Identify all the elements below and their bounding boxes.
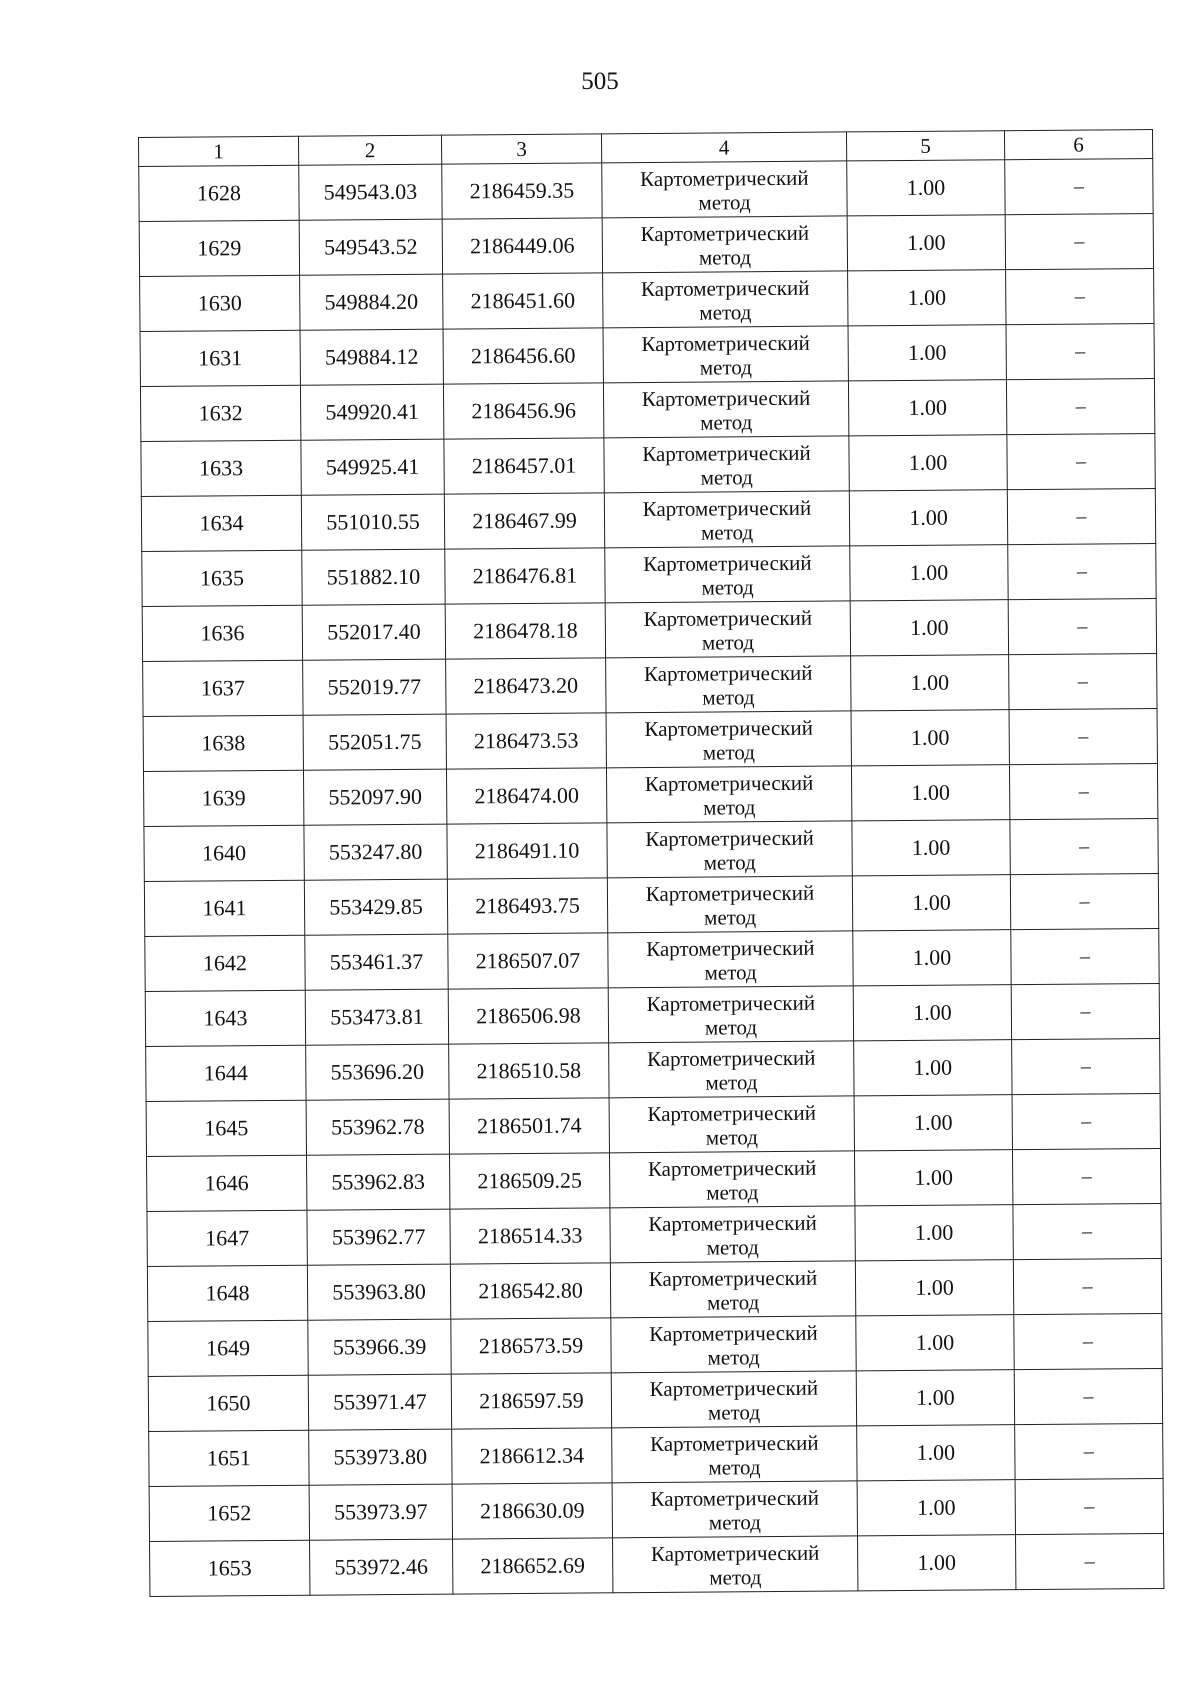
method-cell xyxy=(608,931,853,988)
point-number-cell: 1653 xyxy=(150,1540,310,1596)
method-label-line1: Картометрический xyxy=(649,1430,819,1456)
x-coordinate-cell: 553247.80 xyxy=(304,824,447,880)
x-coordinate-cell: 553429.85 xyxy=(304,879,447,935)
method-label-line1: Картометрический xyxy=(645,825,814,851)
x-coordinate-cell: 549925.41 xyxy=(301,439,444,495)
table-row xyxy=(150,1533,1164,1596)
point-number-cell: 1634 xyxy=(141,495,301,551)
coordinates-table xyxy=(138,129,1164,1597)
method-cell xyxy=(607,821,852,878)
note-cell: – xyxy=(1006,324,1154,380)
x-coordinate-cell: 553461.37 xyxy=(305,934,448,990)
method-label-line1: Картометрический xyxy=(643,660,813,686)
point-number-cell: 1645 xyxy=(146,1100,306,1156)
y-coordinate-cell: 2186473.20 xyxy=(446,658,606,714)
y-coordinate-cell: 2186451.60 xyxy=(443,273,603,329)
note-cell: – xyxy=(1011,929,1159,985)
y-coordinate-cell: 2186467.99 xyxy=(444,493,604,549)
accuracy-cell: 1.00 xyxy=(854,1040,1012,1096)
method-label-line2: метод xyxy=(698,244,752,270)
method-label-line1: Картометрический xyxy=(641,330,810,356)
method-label-line1: Картометрический xyxy=(644,715,813,741)
x-coordinate-cell: 553962.78 xyxy=(306,1099,449,1155)
note-cell: – xyxy=(1012,1039,1160,1095)
x-coordinate-cell: 553473.81 xyxy=(305,989,448,1045)
point-number-cell: 1633 xyxy=(141,440,301,496)
note-cell: – xyxy=(1006,379,1154,435)
table-row xyxy=(147,1149,1161,1212)
y-coordinate-cell: 2186473.53 xyxy=(446,713,606,769)
accuracy-cell: 1.00 xyxy=(857,1425,1015,1481)
note-cell: – xyxy=(1012,1094,1160,1150)
y-coordinate-cell: 2186501.74 xyxy=(449,1098,609,1154)
point-number-cell: 1651 xyxy=(149,1430,309,1486)
method-label-line2: метод xyxy=(702,739,755,765)
accuracy-cell: 1.00 xyxy=(853,985,1011,1041)
point-number-cell: 1639 xyxy=(143,770,303,826)
method-label-line1: Картометрический xyxy=(640,220,810,246)
table-row xyxy=(142,599,1156,662)
y-coordinate-cell: 2186457.01 xyxy=(444,438,604,494)
table-row xyxy=(148,1313,1162,1376)
table-row xyxy=(140,269,1154,332)
accuracy-cell: 1.00 xyxy=(856,1315,1014,1371)
accuracy-cell: 1.00 xyxy=(849,435,1007,491)
method-label-line1: Картометрический xyxy=(649,1320,818,1346)
method-cell xyxy=(604,491,849,548)
x-coordinate-cell: 549543.03 xyxy=(299,164,442,220)
table-row xyxy=(142,544,1156,607)
point-number-cell: 1632 xyxy=(140,385,300,441)
method-label-line2: метод xyxy=(699,299,752,325)
note-cell: – xyxy=(1013,1203,1161,1259)
point-number-cell: 1646 xyxy=(147,1155,307,1211)
method-label-line2: метод xyxy=(703,794,756,820)
x-coordinate-cell: 551010.55 xyxy=(301,494,444,550)
method-cell xyxy=(611,1316,856,1373)
accuracy-cell: 1.00 xyxy=(848,380,1006,436)
method-cell xyxy=(610,1261,855,1318)
method-label-line1: Картометрический xyxy=(641,385,811,411)
point-number-cell: 1631 xyxy=(140,330,300,386)
method-cell xyxy=(606,656,851,713)
table-row xyxy=(141,434,1155,497)
y-coordinate-cell: 2186449.06 xyxy=(442,218,602,274)
method-cell xyxy=(613,1536,858,1593)
table-row xyxy=(149,1478,1163,1541)
point-number-cell: 1628 xyxy=(139,165,299,221)
y-coordinate-cell: 2186456.60 xyxy=(443,328,603,384)
note-cell: – xyxy=(1012,1149,1160,1205)
method-label-line2: метод xyxy=(705,1069,758,1095)
note-cell: – xyxy=(1010,874,1158,930)
x-coordinate-cell: 549884.12 xyxy=(300,329,443,385)
method-label-line1: Картометрический xyxy=(648,1210,817,1236)
point-number-cell: 1644 xyxy=(146,1045,306,1101)
table-row xyxy=(147,1203,1161,1266)
method-label-line2: метод xyxy=(704,959,757,985)
method-label-line2: метод xyxy=(707,1289,760,1315)
accuracy-cell: 1.00 xyxy=(847,160,1005,216)
point-number-cell: 1648 xyxy=(147,1265,307,1321)
note-cell: – xyxy=(1009,654,1157,710)
y-coordinate-cell: 2186506.98 xyxy=(448,988,608,1044)
method-label-line2: метод xyxy=(703,849,756,875)
x-coordinate-cell: 552097.90 xyxy=(303,769,446,825)
method-label-line2: метод xyxy=(702,684,755,710)
method-label-line1: Картометрический xyxy=(650,1485,820,1511)
x-coordinate-cell: 552017.40 xyxy=(302,604,445,660)
method-label-line1: Картометрический xyxy=(646,1045,816,1071)
y-coordinate-cell: 2186459.35 xyxy=(442,163,602,219)
y-coordinate-cell: 2186510.58 xyxy=(449,1043,609,1099)
method-label-line1: Картометрический xyxy=(648,1265,818,1291)
table-row xyxy=(141,489,1155,552)
accuracy-cell: 1.00 xyxy=(852,875,1010,931)
table-row xyxy=(140,324,1154,387)
method-label-line1: Картометрический xyxy=(647,1100,817,1126)
method-label-line2: метод xyxy=(701,574,754,600)
coordinates-table-container xyxy=(138,129,1164,1597)
table-row xyxy=(139,214,1153,277)
method-label-line1: Картометрический xyxy=(643,605,813,631)
table-row xyxy=(139,159,1153,222)
method-label-line2: метод xyxy=(708,1509,762,1535)
note-cell: – xyxy=(1011,984,1159,1040)
note-cell: – xyxy=(1014,1368,1162,1424)
point-number-cell: 1637 xyxy=(143,660,303,716)
accuracy-cell: 1.00 xyxy=(848,325,1006,381)
note-cell: – xyxy=(1006,269,1154,325)
point-number-cell: 1635 xyxy=(142,550,302,606)
x-coordinate-cell: 551882.10 xyxy=(302,549,445,605)
note-cell: – xyxy=(1013,1258,1161,1314)
point-number-cell: 1649 xyxy=(148,1320,308,1376)
note-cell: – xyxy=(1005,214,1153,270)
accuracy-cell: 1.00 xyxy=(855,1260,1013,1316)
accuracy-cell: 1.00 xyxy=(853,930,1011,986)
point-number-cell: 1641 xyxy=(144,880,304,936)
note-cell: – xyxy=(1005,159,1153,215)
method-cell xyxy=(609,1041,854,1098)
x-coordinate-cell: 553963.80 xyxy=(307,1264,450,1320)
point-number-cell: 1647 xyxy=(147,1210,307,1266)
method-label-line1: Картометрический xyxy=(640,165,809,191)
column-header-4: 4 xyxy=(601,132,846,163)
table-row xyxy=(143,764,1157,827)
x-coordinate-cell: 553971.47 xyxy=(308,1374,451,1430)
x-coordinate-cell: 553972.46 xyxy=(310,1539,453,1595)
table-row xyxy=(146,1094,1160,1157)
method-cell xyxy=(606,711,851,768)
y-coordinate-cell: 2186514.33 xyxy=(450,1208,610,1264)
method-label-line1: Картометрический xyxy=(647,1155,817,1181)
point-number-cell: 1643 xyxy=(145,990,305,1046)
method-label-line2: метод xyxy=(706,1179,759,1205)
point-number-cell: 1642 xyxy=(145,935,305,991)
accuracy-cell: 1.00 xyxy=(850,545,1008,601)
method-cell xyxy=(603,381,848,438)
note-cell: – xyxy=(1015,1423,1163,1479)
note-cell: – xyxy=(1016,1533,1164,1589)
method-cell xyxy=(609,1151,854,1208)
table-row xyxy=(143,654,1157,717)
method-cell xyxy=(609,1096,854,1153)
y-coordinate-cell: 2186597.59 xyxy=(451,1373,611,1429)
point-number-cell: 1630 xyxy=(140,275,300,331)
accuracy-cell: 1.00 xyxy=(851,710,1009,766)
x-coordinate-cell: 553973.97 xyxy=(309,1484,452,1540)
table-row xyxy=(145,984,1159,1047)
method-cell xyxy=(605,546,850,603)
table-row xyxy=(144,874,1158,937)
point-number-cell: 1650 xyxy=(148,1375,308,1431)
method-label-line2: метод xyxy=(704,1014,758,1040)
method-label-line1: Картометрический xyxy=(645,880,815,906)
accuracy-cell: 1.00 xyxy=(852,820,1010,876)
method-label-line1: Картометрический xyxy=(640,275,810,301)
method-label-line1: Картометрический xyxy=(646,935,815,961)
y-coordinate-cell: 2186612.34 xyxy=(452,1428,612,1484)
method-cell xyxy=(605,601,850,658)
method-cell xyxy=(603,271,848,328)
x-coordinate-cell: 553696.20 xyxy=(306,1044,449,1100)
method-label-line2: метод xyxy=(709,1564,762,1590)
method-cell xyxy=(612,1426,857,1483)
method-cell xyxy=(612,1481,857,1538)
point-number-cell: 1636 xyxy=(142,605,302,661)
method-cell xyxy=(603,326,848,383)
method-cell xyxy=(606,766,851,823)
method-label-line2: метод xyxy=(704,904,757,930)
column-header-1: 1 xyxy=(139,136,299,166)
note-cell: – xyxy=(1009,709,1157,765)
y-coordinate-cell: 2186630.09 xyxy=(452,1483,612,1539)
method-label-line1: Картометрический xyxy=(650,1540,820,1566)
note-cell: – xyxy=(1008,544,1156,600)
method-cell xyxy=(607,876,852,933)
method-cell xyxy=(608,986,853,1043)
table-row xyxy=(145,929,1159,992)
method-label-line1: Картометрический xyxy=(644,770,814,796)
method-label-line2: метод xyxy=(706,1234,759,1260)
accuracy-cell: 1.00 xyxy=(851,765,1009,821)
y-coordinate-cell: 2186493.75 xyxy=(447,878,607,934)
note-cell: – xyxy=(1015,1478,1163,1534)
method-label-line2: метод xyxy=(700,409,753,435)
y-coordinate-cell: 2186474.00 xyxy=(446,768,606,824)
accuracy-cell: 1.00 xyxy=(858,1535,1016,1591)
accuracy-cell: 1.00 xyxy=(848,270,1006,326)
x-coordinate-cell: 552019.77 xyxy=(303,659,446,715)
point-number-cell: 1629 xyxy=(139,220,299,276)
y-coordinate-cell: 2186509.25 xyxy=(449,1153,609,1209)
x-coordinate-cell: 553962.83 xyxy=(307,1154,450,1210)
method-cell xyxy=(604,436,849,493)
column-header-3: 3 xyxy=(441,134,601,164)
table-body xyxy=(139,159,1164,1597)
method-label-line1: Картометрический xyxy=(646,990,816,1016)
accuracy-cell: 1.00 xyxy=(851,655,1009,711)
method-label-line1: Картометрический xyxy=(642,495,812,521)
note-cell: – xyxy=(1010,819,1158,875)
table-row xyxy=(148,1368,1162,1431)
y-coordinate-cell: 2186507.07 xyxy=(448,933,608,989)
y-coordinate-cell: 2186476.81 xyxy=(445,548,605,604)
accuracy-cell: 1.00 xyxy=(854,1150,1012,1206)
method-label-line1: Картометрический xyxy=(649,1375,819,1401)
x-coordinate-cell: 549920.41 xyxy=(300,384,443,440)
accuracy-cell: 1.00 xyxy=(854,1095,1012,1151)
method-label-line2: метод xyxy=(700,464,753,490)
method-label-line1: Картометрический xyxy=(642,440,811,466)
accuracy-cell: 1.00 xyxy=(855,1205,1013,1261)
accuracy-cell: 1.00 xyxy=(847,215,1005,271)
method-label-line2: метод xyxy=(699,354,752,380)
x-coordinate-cell: 553962.77 xyxy=(307,1209,450,1265)
x-coordinate-cell: 552051.75 xyxy=(303,714,446,770)
method-cell xyxy=(602,216,847,273)
method-cell xyxy=(611,1371,856,1428)
accuracy-cell: 1.00 xyxy=(856,1370,1014,1426)
note-cell: – xyxy=(1014,1313,1162,1369)
y-coordinate-cell: 2186652.69 xyxy=(453,1538,613,1594)
method-label-line2: метод xyxy=(705,1124,759,1150)
point-number-cell: 1638 xyxy=(143,715,303,771)
y-coordinate-cell: 2186573.59 xyxy=(451,1318,611,1374)
note-cell: – xyxy=(1009,764,1157,820)
note-cell: – xyxy=(1008,599,1156,655)
x-coordinate-cell: 553973.80 xyxy=(309,1429,452,1485)
note-cell: – xyxy=(1007,489,1155,545)
method-cell xyxy=(610,1206,855,1263)
page-number: 505 xyxy=(581,68,619,95)
table-row xyxy=(149,1423,1163,1486)
point-number-cell: 1652 xyxy=(149,1485,309,1541)
column-header-5: 5 xyxy=(846,131,1004,161)
y-coordinate-cell: 2186456.96 xyxy=(443,383,603,439)
accuracy-cell: 1.00 xyxy=(850,600,1008,656)
point-number-cell: 1640 xyxy=(144,825,304,881)
x-coordinate-cell: 549884.20 xyxy=(300,274,443,330)
note-cell: – xyxy=(1007,434,1155,490)
accuracy-cell: 1.00 xyxy=(857,1480,1015,1536)
y-coordinate-cell: 2186491.10 xyxy=(447,823,607,879)
column-header-2: 2 xyxy=(298,135,441,165)
method-label-line2: метод xyxy=(701,629,755,655)
table-row xyxy=(143,709,1157,772)
method-label-line2: метод xyxy=(707,1344,760,1370)
table-row xyxy=(144,819,1158,882)
accuracy-cell: 1.00 xyxy=(849,490,1007,546)
y-coordinate-cell: 2186542.80 xyxy=(450,1263,610,1319)
table-row xyxy=(147,1258,1161,1321)
method-label-line2: метод xyxy=(700,519,754,545)
method-label-line1: Картометрический xyxy=(643,550,812,576)
method-cell xyxy=(602,161,847,218)
x-coordinate-cell: 553966.39 xyxy=(308,1319,451,1375)
method-label-line2: метод xyxy=(708,1454,761,1480)
table-row xyxy=(146,1039,1160,1102)
column-header-6: 6 xyxy=(1004,130,1152,160)
y-coordinate-cell: 2186478.18 xyxy=(445,603,605,659)
method-label-line2: метод xyxy=(698,189,751,215)
x-coordinate-cell: 549543.52 xyxy=(299,219,442,275)
table-row xyxy=(140,379,1154,442)
method-label-line2: метод xyxy=(707,1399,761,1425)
